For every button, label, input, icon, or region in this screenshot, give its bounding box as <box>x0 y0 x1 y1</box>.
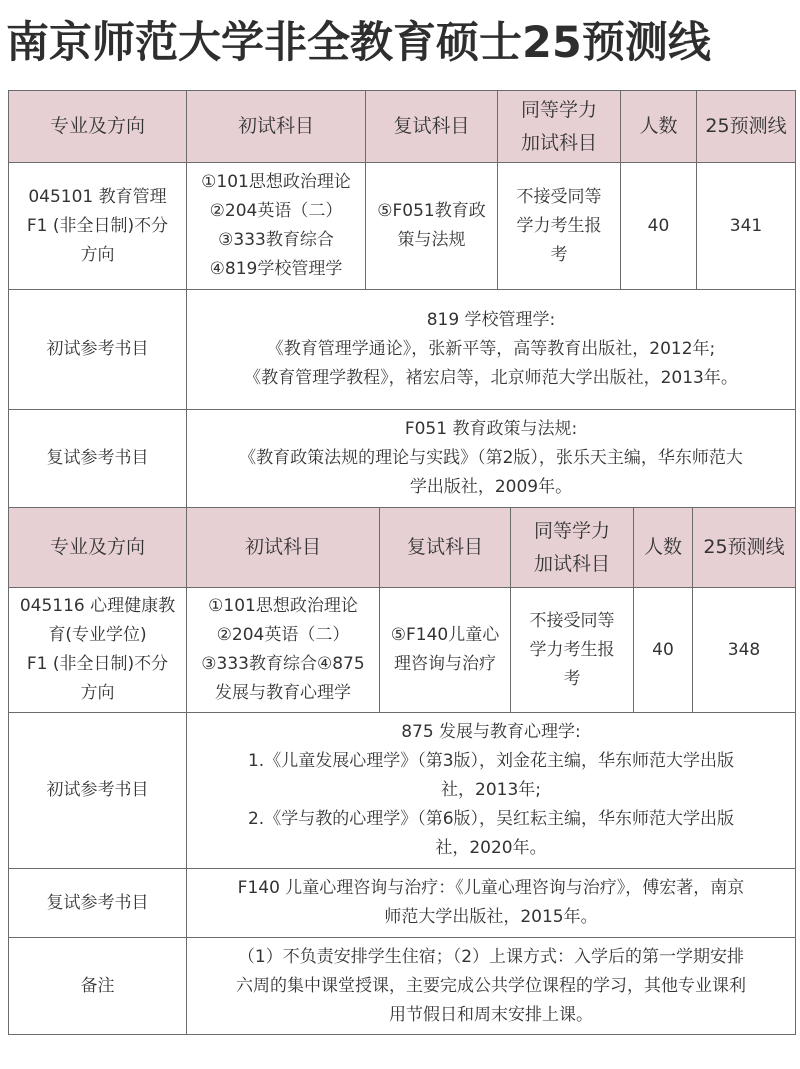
initial-books-cell <box>187 713 796 869</box>
retest-books-row <box>9 869 796 938</box>
header-equivalent <box>498 91 621 163</box>
text-line: 045101 教育管理 <box>28 186 167 207</box>
text-line: 《教育政策法规的理论与实践》（第2版），张乐天主编，华东师范大 <box>239 448 743 468</box>
text-line: 学力考生报 <box>516 215 602 236</box>
major-cell <box>9 588 187 713</box>
notes-cell <box>187 938 796 1035</box>
text-line: 学力考生报 <box>529 639 615 660</box>
header-enrollment: 人数 <box>634 508 693 588</box>
text-line: ⑤F051教育政 <box>377 201 486 221</box>
notes-row <box>9 938 796 1035</box>
text-line: 策与法规 <box>397 230 466 250</box>
text-line: ③333教育综合④875 <box>201 654 365 674</box>
header-initial-subjects: 初试科目 <box>187 508 380 588</box>
header-predicted-line: 25预测线 <box>697 91 796 163</box>
text-line: 045116 心理健康教 <box>19 596 176 616</box>
text-line: 考 <box>563 668 581 689</box>
predicted-line-cell: 348 <box>693 588 796 713</box>
retest-subjects-cell <box>380 588 511 713</box>
text-line: （1）不负责安排学生住宿；（2）上课方式：入学后的第一学期安排 <box>237 946 745 967</box>
program-table-2 <box>8 507 796 1035</box>
text-line: ②204英语（二） <box>209 201 343 221</box>
header-retest-subjects: 复试科目 <box>380 508 511 588</box>
text-line: 六周的集中课堂授课，主要完成公共学位课程的学习，其他专业课利 <box>236 975 746 996</box>
header-predicted-line: 25预测线 <box>693 508 796 588</box>
initial-subjects-cell <box>187 163 366 290</box>
initial-books-row <box>9 713 796 869</box>
notes-label: 备注 <box>9 938 187 1035</box>
initial-books-label: 初试参考书目 <box>9 713 187 869</box>
text-line: 1.《儿童发展心理学》（第3版），刘金花主编，华东师范大学出版 <box>247 751 735 771</box>
initial-books-cell <box>187 290 796 410</box>
table-row <box>9 588 796 713</box>
table-header-row <box>9 508 796 588</box>
retest-subjects-cell <box>366 163 498 290</box>
text-line: ③333教育综合 <box>218 230 334 250</box>
text-line: 不接受同等 <box>516 186 602 207</box>
text-line: 育(专业学位) <box>48 625 147 645</box>
retest-books-row <box>9 410 796 508</box>
text-line: 考 <box>550 244 568 265</box>
header-major: 专业及方向 <box>9 91 187 163</box>
text-line: F1 (非全日制)不分 <box>26 215 169 236</box>
text-line: 学出版社，2009年。 <box>409 477 573 497</box>
text-line: 《教育管理学教程》，褚宏启等，北京师范大学出版社，2013年。 <box>244 368 738 388</box>
initial-subjects-cell <box>187 588 380 713</box>
text-line: ④819学校管理学 <box>209 259 343 279</box>
text-line: 不接受同等 <box>529 610 615 631</box>
text-line: 875 发展与教育心理学: <box>401 722 581 742</box>
text-line: ①101思想政治理论 <box>208 596 358 616</box>
table-row <box>9 163 796 290</box>
header-equivalent-line: 加试科目 <box>520 131 597 154</box>
initial-books-row <box>9 290 796 410</box>
header-major: 专业及方向 <box>9 508 187 588</box>
table-header-row <box>9 91 796 163</box>
text-line: 发展与教育心理学 <box>215 683 351 703</box>
text-line: F140 儿童心理咨询与治疗：《儿童心理咨询与治疗》，傅宏著，南京 <box>237 878 745 898</box>
major-cell <box>9 163 187 290</box>
equivalent-cell <box>498 163 621 290</box>
program-table-1 <box>8 90 796 508</box>
predicted-line-cell: 341 <box>697 163 796 290</box>
text-line: ①101思想政治理论 <box>201 172 351 192</box>
header-equivalent <box>511 508 634 588</box>
text-line: 理咨询与治疗 <box>394 654 496 674</box>
text-line: 用节假日和周末安排上课。 <box>389 1004 593 1025</box>
retest-books-label: 复试参考书目 <box>9 410 187 508</box>
header-equivalent-line: 加试科目 <box>533 552 610 575</box>
text-line: F051 教育政策与法规: <box>404 419 578 439</box>
text-line: 方向 <box>80 244 115 265</box>
text-line: 819 学校管理学: <box>426 310 556 330</box>
text-line: ⑤F140儿童心 <box>390 625 500 645</box>
initial-books-label: 初试参考书目 <box>9 290 187 410</box>
retest-books-cell <box>187 869 796 938</box>
text-line: ②204英语（二） <box>216 625 350 645</box>
text-line: 2.《学与教的心理学》（第6版），吴红耘主编，华东师范大学出版 <box>247 809 735 829</box>
text-line: 方向 <box>80 683 115 703</box>
retest-books-cell <box>187 410 796 508</box>
text-line: 社，2013年; <box>441 780 541 800</box>
header-equivalent-line: 同等学力 <box>533 519 610 542</box>
enrollment-cell: 40 <box>634 588 693 713</box>
header-equivalent-line: 同等学力 <box>520 98 597 121</box>
text-line: 师范大学出版社，2015年。 <box>384 907 598 927</box>
text-line: 《教育管理学通论》，张新平等，高等教育出版社，2012年; <box>266 339 716 359</box>
enrollment-cell: 40 <box>621 163 697 290</box>
text-line: 社，2020年。 <box>435 838 547 858</box>
page-title: 南京师范大学非全教育硕士25预测线 <box>6 18 711 68</box>
header-initial-subjects: 初试科目 <box>187 91 366 163</box>
header-enrollment: 人数 <box>621 91 697 163</box>
equivalent-cell <box>511 588 634 713</box>
retest-books-label: 复试参考书目 <box>9 869 187 938</box>
header-retest-subjects: 复试科目 <box>366 91 498 163</box>
text-line: F1 (非全日制)不分 <box>26 654 169 674</box>
